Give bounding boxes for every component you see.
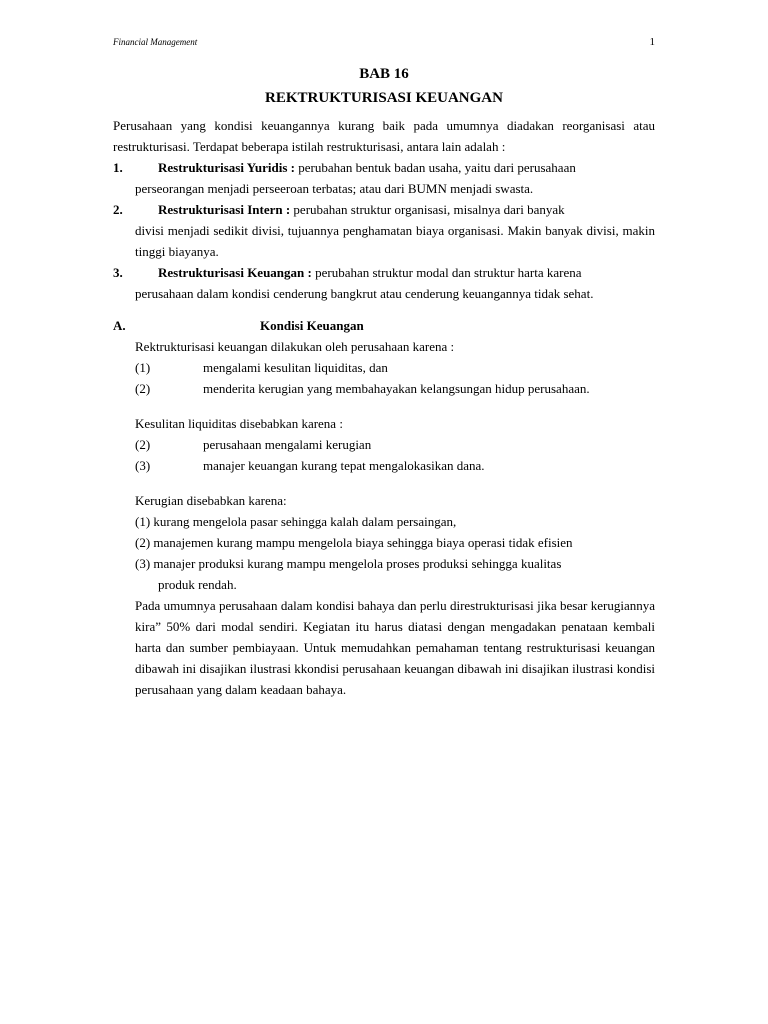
chapter-number: BAB 16	[359, 66, 409, 82]
list-item-term: Restrukturisasi Yuridis :	[158, 160, 296, 175]
list-item-continuation: divisi menjadi sedikit divisi, tujuannya penghamatan biaya organisasi. Makin banyak divisi, makin tinggi biayanya.	[135, 223, 655, 259]
spacer	[113, 476, 655, 490]
list-item-first-line	[158, 262, 655, 283]
loss-cause-item: (1) kurang mengelola pasar sehingga kalah dalam persaingan,	[135, 514, 457, 529]
list-item-text: perubahan struktur organisasi, misalnya dari banyak	[290, 202, 565, 217]
list-item-continuation: perusahaan dalam kondisi cenderung bangkrut atau cenderung keuangannya tidak sehat.	[135, 286, 594, 301]
list-item	[113, 157, 655, 199]
liquidity-cause-number: (3)	[135, 458, 151, 473]
spacer	[113, 399, 655, 413]
list-item-number: 3.	[113, 265, 123, 280]
loss-cause-item: (3) manajer produksi kurang mampu mengelola proses produksi sehingga kualitas	[135, 556, 562, 571]
intro-paragraph: Perusahaan yang kondisi keuangannya kurang baik pada umumnya diadakan reorganisasi atau restrukturisasi. Terdapat beberapa istilah restrukturisasi, antara lain adalah :	[113, 118, 655, 154]
list-item-first-line	[158, 157, 655, 178]
section-heading	[113, 315, 655, 336]
loss-lead: Kerugian disebabkan karena:	[135, 493, 287, 508]
list-item-continuation: perseorangan menjadi perseeroan terbatas; atau dari BUMN menjadi swasta.	[135, 181, 534, 196]
list-item-first-line	[158, 199, 655, 220]
list-item	[113, 262, 655, 304]
page-number: 1	[649, 36, 655, 48]
chapter-title: REKTRUKTURISASI KEUANGAN	[265, 90, 503, 106]
list-item-text: perubahan struktur modal dan struktur harta karena	[311, 265, 582, 280]
list-item-text: perubahan bentuk badan usaha, yaitu dari perusahaan	[295, 160, 576, 175]
liquidity-lead: Kesulitan liquiditas disebabkan karena :	[135, 416, 343, 431]
reason-item	[113, 378, 655, 399]
loss-cause-continuation: produk rendah.	[158, 577, 237, 592]
list-item	[113, 199, 655, 262]
reason-text: mengalami kesulitan liquiditas, dan	[203, 360, 388, 375]
liquidity-cause-text: perusahaan mengalami kerugian	[203, 437, 372, 452]
liquidity-cause-text: manajer keuangan kurang tepat mengalokasikan dana.	[203, 458, 485, 473]
reason-text: menderita kerugian yang membahayakan kelangsungan hidup perusahaan.	[203, 381, 590, 396]
liquidity-cause-number: (2)	[135, 437, 151, 452]
document-body	[113, 115, 655, 700]
list-item-number: 2.	[113, 202, 123, 217]
reason-number: (2)	[135, 381, 151, 396]
section-title: Kondisi Keuangan	[260, 318, 364, 333]
reason-number: (1)	[135, 360, 151, 375]
list-item-number: 1.	[113, 160, 123, 175]
liquidity-cause-item	[113, 455, 655, 476]
running-header-title: Financial Management	[113, 37, 198, 47]
reason-item	[113, 357, 655, 378]
closing-paragraph: Pada umumnya perusahaan dalam kondisi bahaya dan perlu direstrukturisasi jika besar kerugiannya kira” 50% dari modal sendiri. Kegiatan itu harus diatasi dengan mengadakan penataan kembali harta dan sumber pembiayaan. Untuk memudahkan pemahaman tentang restrukturisasi keuangan dibawah ini disajikan ilustrasi kkondisi perusahaan keuangan dibawah ini disajikan ilustrasi kondisi perusahaan yang dalam keadaan bahaya.	[135, 598, 655, 697]
loss-cause-item: (2) manajemen kurang mampu mengelola biaya sehingga biaya operasi tidak efisien	[135, 535, 573, 550]
section-label: A.	[113, 318, 126, 333]
list-item-term: Restrukturisasi Keuangan :	[158, 265, 312, 280]
section-lead: Rektrukturisasi keuangan dilakukan oleh perusahaan karena :	[135, 339, 455, 354]
list-item-term: Restrukturisasi Intern :	[158, 202, 291, 217]
liquidity-cause-item	[113, 434, 655, 455]
